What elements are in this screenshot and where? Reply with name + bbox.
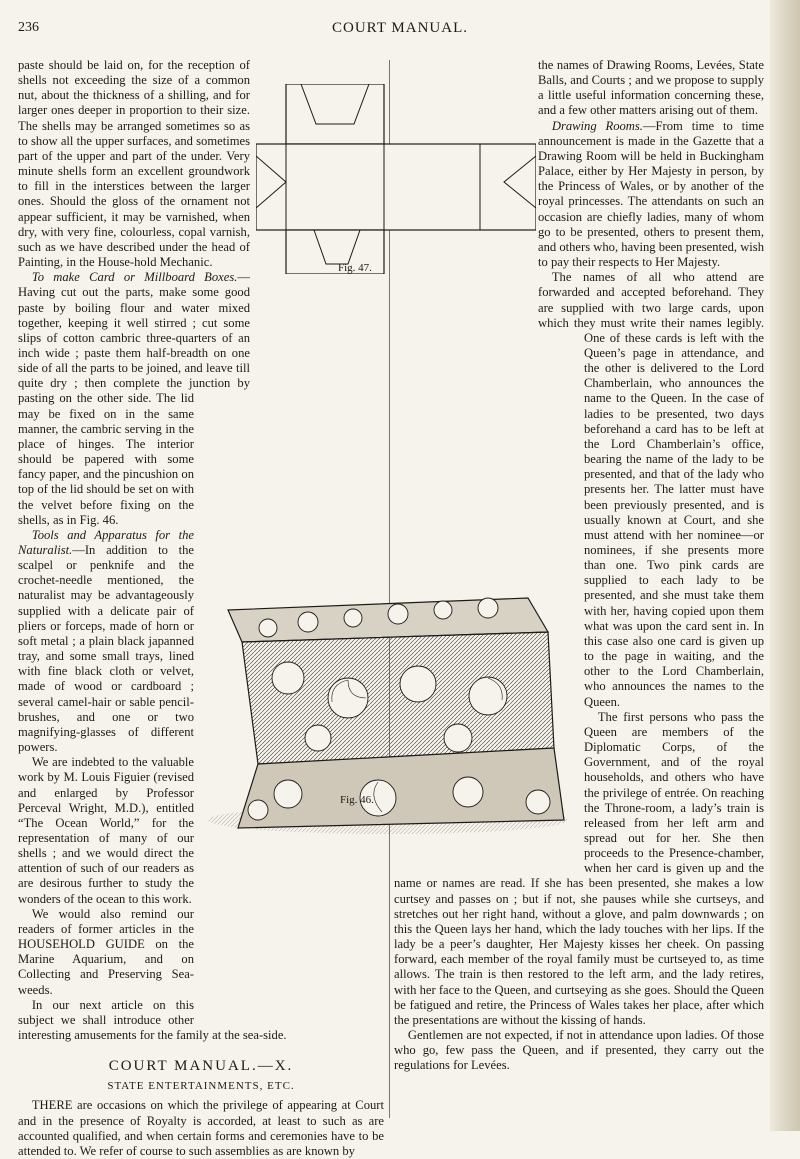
- paragraph: In our next article on this subject we shall introduce other interesting amusements for the family at the sea-side.: [18, 997, 287, 1042]
- shell-box-illustration: [198, 588, 582, 838]
- paragraph: paste should be laid on, for the reception of shells not exceeding the size of a common nut, about the thickness of a shilling, and for larger ones deeper in proportion to their size. The shells may be arranged sometimes so as to show all the upper surfaces, and sometimes part of the upper and part of the under. Very minute shells form an excellent groundwork to fill in the interstices between the larger ones. Should the gloss of the ornament not appear sufficient, it may be varnished, when dry, with very fine, colourless, copal varnish, such as we have described under the head of Painting, in the House-hold Mechanic.: [18, 58, 250, 270]
- section-subtitle: STATE ENTERTAINMENTS, ETC.: [107, 1080, 295, 1093]
- paragraph: To make Card or Millboard Boxes.—Having cut out the parts, make some good paste by boiling flour and water mixed together, keeping it well stirred ; cut some slips of cotton cambric three-quarters of an inch wide ; paste them half-breadth on one side of all the parts to be joined, and leave till quite dry ; then complete the junction by pasting on the other side. The lid may be fixed on in the same manner, the cambric serving in the place of hinges. The interior should be papered with some fancy paper, and the pincushion on top of the lid should be set on with the velvet before fixing on the shells, as in Fig. 46.: [18, 270, 250, 527]
- paragraph: We are indebted to the valuable work by M. Louis Figuier (revised and enlarged by Professor Perceval Wright, M.D.), entitled “The Ocean World,” for the representation of many of our shells ; and we would direct the attention of such of our readers as are desirous further to study the wonders of the ocean to this work.: [18, 755, 194, 906]
- scan-edge: [770, 0, 800, 1131]
- figure-46: [198, 588, 582, 838]
- run-in-heading: Tools and Apparatus for the Naturalist.: [18, 527, 194, 557]
- figure-47: [256, 84, 536, 274]
- run-in-heading: To make Card or Millboard Boxes.: [31, 270, 238, 285]
- box-net-diagram: [256, 84, 536, 274]
- paragraph: Gentlemen are not expected, if not in attendance upon ladies. Of those who go, few pass the Queen, and if presented, they carry out the regulations for Levées.: [394, 1028, 764, 1073]
- figure-caption: Fig. 47.: [338, 262, 372, 274]
- paragraph: We would also remind our readers of former articles in the HOUSEHOLD GUIDE on the Marine Aquarium, and on Collecting and Preserving Sea-weeds.: [18, 906, 194, 997]
- section-title: COURT MANUAL.—X.: [108, 1058, 294, 1075]
- section-heading: [18, 1059, 384, 1094]
- figure-caption: Fig. 46.: [340, 794, 374, 806]
- paragraph: The first persons who pass the Queen are members of the Diplomatic Corps, of the Government, and of the royal households, and others who have the privilege of entrée. On reaching the Throne-room, a lady’s train is released from her left arm and spread out for her. She then proceeds to the Presence-chamber, when her card is given up and the name or names are read. If she has been presented, she makes a low curtsey and passes on ; but if not, she pauses while she curtseys, and stretches out her right hand, without a glove, and palm downwards ; on this the Queen lays her hand, which the lady touches with her lips. If the lady be a peer’s daughter, Her Majesty kisses her cheek. On passing forward, each member of the royal family must be curtseyed to, as time allows. The train is then restored to the left arm, and the lady retires, with her face to the Queen, and curtseying as she goes. Should the Queen be fatigued and retire, the Princess of Wales takes her place, after which the presentations are without the kissing of hands.: [394, 709, 764, 1027]
- paragraph: The names of all who attend are forwarded and accepted beforehand. They are supplied with two large cards, upon which they must write their names legibly. One of these cards is left with the Queen’s page in attendance, and the other is delivered to the Lord Chamberlain, who announces the name to the Queen. In the case of ladies to be presented, two days beforehand a card has to be left at the Lord Chamberlain’s office, bearing the name of the lady to be presented, and that of the lady who presents her. The latter must have been previously presented, and is usually known at Court, and she must attend with her nominee—or nominees, if she presents more than one. Two pink cards are supplied to each lady to be presented, and she must take them with her, having copied upon them what was upon the card sent in. In this case also one card is given up to the page in waiting, and the other to the Lord Chamberlain, who announces the names to the Queen.: [538, 270, 764, 709]
- run-in-heading: Drawing Rooms.: [551, 118, 643, 133]
- paragraph: the names of Drawing Rooms, Levées, State Balls, and Courts ; and we propose to supply a little useful information concerning these, and a few other matters arising out of them.: [538, 58, 764, 118]
- running-title: COURT MANUAL.: [332, 20, 468, 36]
- page-number: 236: [18, 20, 39, 35]
- paragraph: Drawing Rooms.—From time to time announcement is made in the Gazette that a Drawing Room will be held in Buckingham Palace, either by Her Majesty in person, by the Princess of Wales, or by another of the royal princesses. The attendants on such an occasion are chiefly ladies, many of whom go to be presented, others to present them, and others who, having been presented, wish to pay their respects to Her Majesty.: [538, 118, 764, 270]
- paragraph: Tools and Apparatus for the Naturalist.—In addition to the scalpel or penknife and the crochet-needle mentioned, the naturalist may be advantageously supplied with a delicate pair of pliers or forceps, made of horn or soft metal ; a plain black japanned tray, and some small trays, lined with fine black cloth or velvet, made of wood or cardboard ; several camel-hair or sable pencil-brushes, and one or two magnifying-glasses of different powers.: [18, 527, 194, 755]
- paragraph: THERE are occasions on which the privilege of appearing at Court and in the presence of Royalty is accorded, at least to such as are accounted qualified, and when certain forms and ceremonies have to be attended to. We refer of course to such assemblies as are known by: [18, 1098, 384, 1158]
